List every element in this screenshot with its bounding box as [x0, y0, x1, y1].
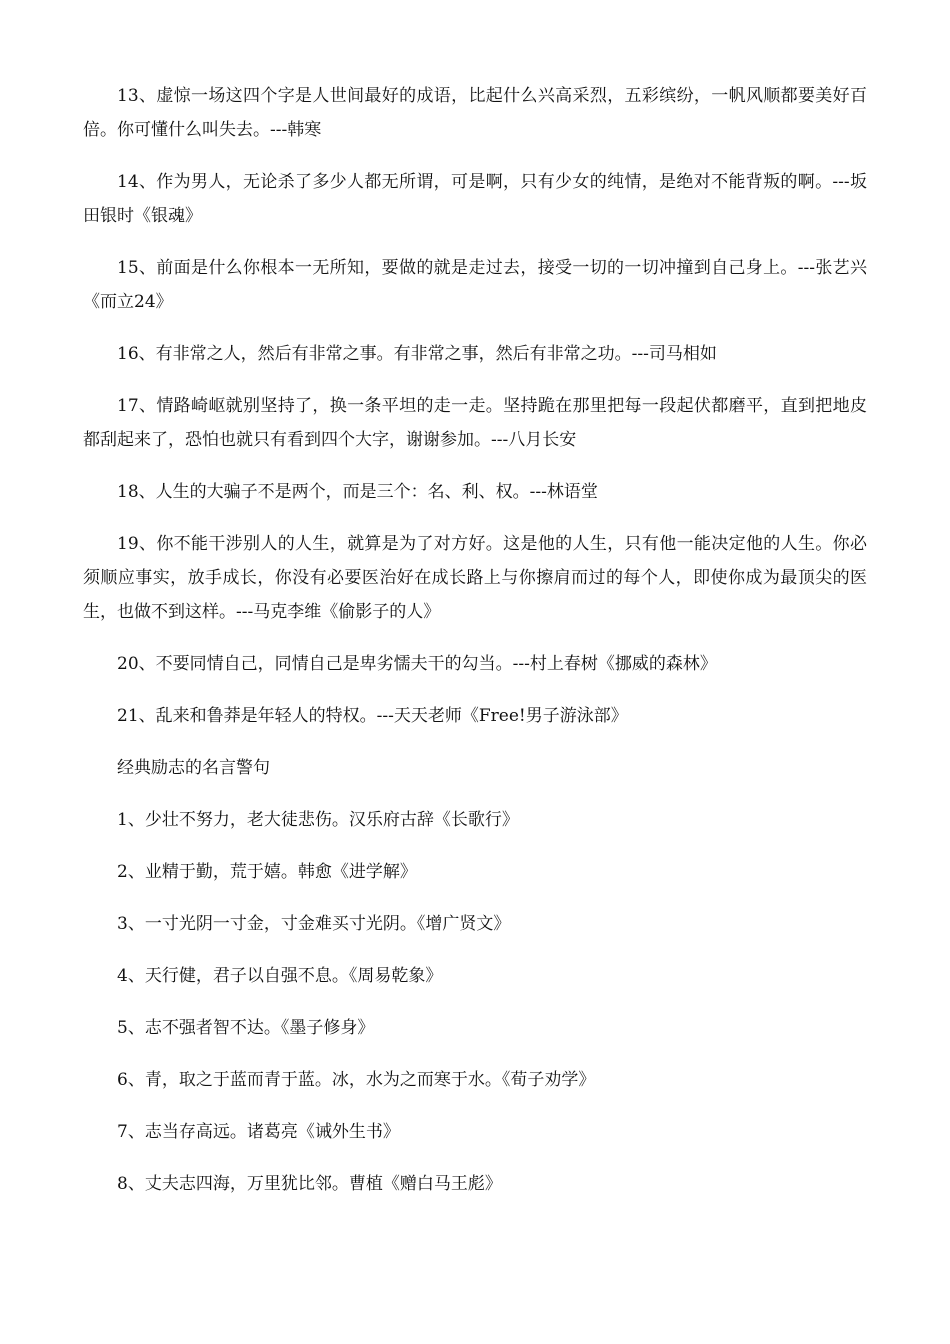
- section-heading: 经典励志的名言警句: [117, 758, 270, 778]
- quote-21: 21、乱来和鲁莽是年轻人的特权。---天天老师《Free!男子游泳部》: [117, 706, 628, 726]
- classic-quote-8: 8、丈夫志四海，万里犹比邻。曹植《赠白马王彪》: [117, 1174, 502, 1194]
- quote-15: 15、前面是什么你根本一无所知，要做的就是走过去，接受一切的一切冲撞到自己身上。---张艺兴《而立24》: [83, 258, 867, 312]
- classic-quote-1: 1、少壮不努力，老大徒悲伤。汉乐府古辞《长歌行》: [117, 810, 519, 830]
- quote-17: 17、情路崎岖就别坚持了，换一条平坦的走一走。坚持跪在那里把每一段起伏都磨平，直到把地皮都刮起来了，恐怕也就只有看到四个大字，谢谢参加。---八月长安: [83, 396, 867, 450]
- classic-quote-5: 5、志不强者智不达。《墨子修身》: [117, 1018, 375, 1038]
- quote-20: 20、不要同情自己，同情自己是卑劣懦夫干的勾当。---村上春树《挪威的森林》: [117, 654, 717, 674]
- classic-quote-2: 2、业精于勤，荒于嬉。韩愈《进学解》: [117, 862, 417, 882]
- quote-13: 13、虚惊一场这四个字是人世间最好的成语，比起什么兴高采烈，五彩缤纷，一帆风顺都要美好百倍。你可懂什么叫失去。---韩寒: [83, 86, 867, 140]
- classic-quote-3: 3、一寸光阴一寸金，寸金难买寸光阴。《增广贤文》: [117, 914, 511, 934]
- classic-quote-4: 4、天行健，君子以自强不息。《周易乾象》: [117, 966, 443, 986]
- quote-14: 14、作为男人，无论杀了多少人都无所谓，可是啊，只有少女的纯情，是绝对不能背叛的啊。---坂田银时《银魂》: [83, 172, 867, 226]
- classic-quote-6: 6、青，取之于蓝而青于蓝。冰，水为之而寒于水。《荀子劝学》: [117, 1070, 596, 1090]
- quote-19: 19、你不能干涉别人的人生，就算是为了对方好。这是他的人生，只有他一能决定他的人生。你必须顺应事实，放手成长，你没有必要医治好在成长路上与你擦肩而过的每个人，即使你成为最顶尖的医生，也做不到这样。---马克李维《偷影子的人》: [83, 534, 867, 622]
- quote-16: 16、有非常之人，然后有非常之事。有非常之事，然后有非常之功。---司马相如: [117, 344, 717, 364]
- classic-quote-7: 7、志当存高远。诸葛亮《诫外生书》: [117, 1122, 400, 1142]
- document-page: [83, 79, 867, 1201]
- quote-18: 18、人生的大骗子不是两个，而是三个：名、利、权。---林语堂: [117, 482, 598, 502]
